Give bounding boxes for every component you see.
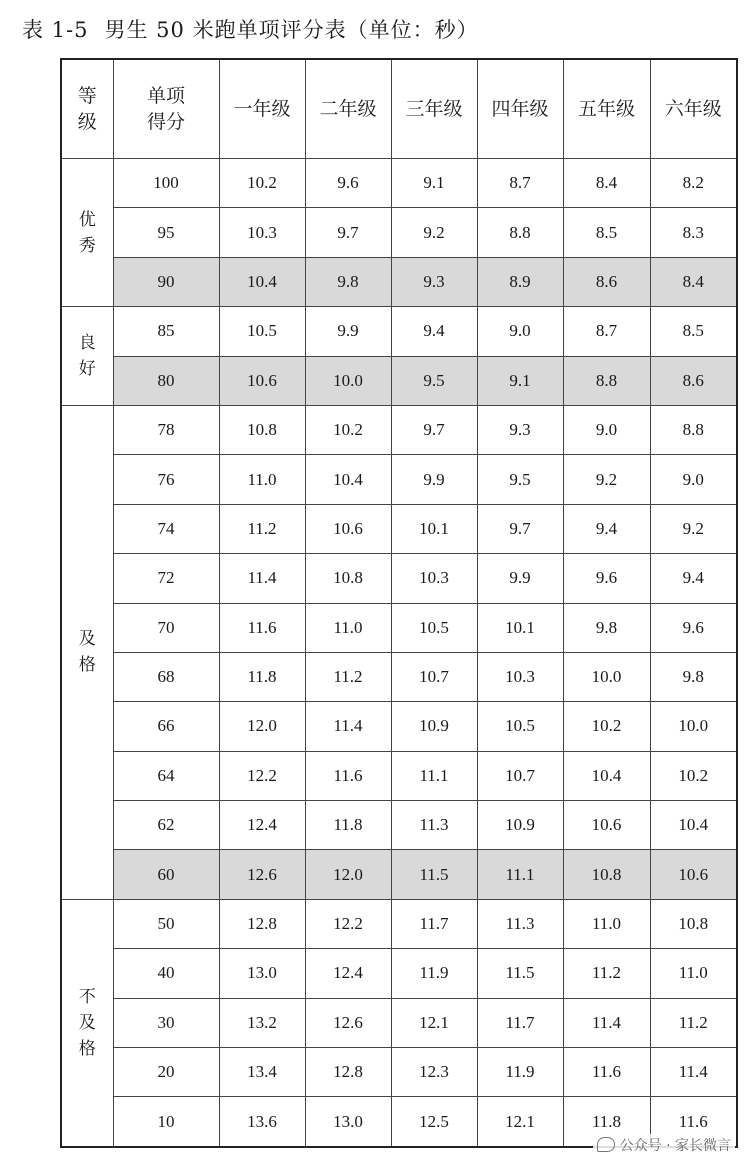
time-cell: 11.5 (477, 949, 563, 998)
time-cell: 13.4 (219, 1048, 305, 1097)
time-cell: 11.6 (650, 1097, 737, 1147)
time-cell: 11.8 (219, 652, 305, 701)
time-cell: 8.5 (563, 208, 650, 257)
time-cell: 10.6 (305, 504, 391, 553)
time-cell: 8.6 (563, 257, 650, 306)
time-cell: 8.9 (477, 257, 563, 306)
time-cell: 10.2 (563, 702, 650, 751)
table-row (61, 899, 737, 948)
grade-label: 及 格 (61, 405, 113, 899)
time-cell: 9.5 (391, 356, 477, 405)
table-row (61, 455, 737, 504)
time-cell: 11.8 (563, 1097, 650, 1147)
time-cell: 11.7 (391, 899, 477, 948)
time-cell: 8.8 (563, 356, 650, 405)
time-cell: 9.6 (650, 603, 737, 652)
time-cell: 11.6 (219, 603, 305, 652)
table-row (61, 801, 737, 850)
time-cell: 8.8 (477, 208, 563, 257)
time-cell: 10.9 (391, 702, 477, 751)
time-cell: 11.4 (219, 554, 305, 603)
time-cell: 10.0 (305, 356, 391, 405)
time-cell: 9.2 (650, 504, 737, 553)
time-cell: 10.6 (563, 801, 650, 850)
time-cell: 12.8 (219, 899, 305, 948)
time-cell: 11.3 (477, 899, 563, 948)
score-table (60, 58, 738, 1148)
time-cell: 11.0 (219, 455, 305, 504)
time-cell: 9.1 (391, 159, 477, 208)
time-cell: 10.6 (650, 850, 737, 899)
time-cell: 10.5 (391, 603, 477, 652)
score-cell: 64 (113, 751, 219, 800)
time-cell: 10.0 (650, 702, 737, 751)
table-row (61, 208, 737, 257)
time-cell: 9.6 (305, 159, 391, 208)
score-cell: 50 (113, 899, 219, 948)
time-cell: 11.2 (563, 949, 650, 998)
time-cell: 9.4 (391, 307, 477, 356)
time-cell: 10.4 (650, 801, 737, 850)
time-cell: 9.9 (305, 307, 391, 356)
time-cell: 9.3 (391, 257, 477, 306)
score-cell: 90 (113, 257, 219, 306)
time-cell: 9.8 (305, 257, 391, 306)
time-cell: 10.8 (650, 899, 737, 948)
time-cell: 11.1 (391, 751, 477, 800)
time-cell: 12.8 (305, 1048, 391, 1097)
time-cell: 9.9 (477, 554, 563, 603)
time-cell: 11.0 (650, 949, 737, 998)
table-row (61, 504, 737, 553)
table-row (61, 554, 737, 603)
time-cell: 9.2 (391, 208, 477, 257)
time-cell: 11.6 (563, 1048, 650, 1097)
time-cell: 9.8 (650, 652, 737, 701)
table-row (61, 751, 737, 800)
score-cell: 40 (113, 949, 219, 998)
table-row (61, 356, 737, 405)
time-cell: 11.3 (391, 801, 477, 850)
score-cell: 72 (113, 554, 219, 603)
header-row (61, 59, 737, 159)
time-cell: 10.5 (219, 307, 305, 356)
time-cell: 9.1 (477, 356, 563, 405)
header-grade-5: 五年级 (563, 59, 650, 159)
time-cell: 13.0 (219, 949, 305, 998)
chat-bubble-icon (597, 1137, 615, 1152)
table-row (61, 603, 737, 652)
time-cell: 11.8 (305, 801, 391, 850)
time-cell: 8.7 (477, 159, 563, 208)
time-cell: 11.0 (305, 603, 391, 652)
time-cell: 12.2 (219, 751, 305, 800)
watermark (593, 1134, 735, 1156)
table-row (61, 702, 737, 751)
score-cell: 66 (113, 702, 219, 751)
time-cell: 12.5 (391, 1097, 477, 1147)
time-cell: 12.6 (219, 850, 305, 899)
score-cell: 100 (113, 159, 219, 208)
score-cell: 78 (113, 405, 219, 454)
time-cell: 13.2 (219, 998, 305, 1047)
header-grade-6: 六年级 (650, 59, 737, 159)
header-grade: 等 级 (61, 59, 113, 159)
grade-label: 优 秀 (61, 159, 113, 307)
header-score: 单项 得分 (113, 59, 219, 159)
time-cell: 9.7 (305, 208, 391, 257)
header-grade-1: 一年级 (219, 59, 305, 159)
time-cell: 9.5 (477, 455, 563, 504)
time-cell: 9.0 (477, 307, 563, 356)
time-cell: 11.4 (650, 1048, 737, 1097)
score-cell: 10 (113, 1097, 219, 1147)
time-cell: 12.1 (391, 998, 477, 1047)
header-grade-4: 四年级 (477, 59, 563, 159)
table-row (61, 652, 737, 701)
time-cell: 8.4 (650, 257, 737, 306)
table-row (61, 307, 737, 356)
time-cell: 10.8 (563, 850, 650, 899)
time-cell: 13.6 (219, 1097, 305, 1147)
table-row (61, 949, 737, 998)
time-cell: 11.9 (477, 1048, 563, 1097)
time-cell: 8.5 (650, 307, 737, 356)
time-cell: 11.0 (563, 899, 650, 948)
time-cell: 10.7 (391, 652, 477, 701)
time-cell: 12.0 (305, 850, 391, 899)
score-cell: 74 (113, 504, 219, 553)
table-caption (22, 14, 479, 44)
table-row (61, 405, 737, 454)
header-grade-3: 三年级 (391, 59, 477, 159)
time-cell: 10.3 (477, 652, 563, 701)
time-cell: 10.1 (477, 603, 563, 652)
score-cell: 85 (113, 307, 219, 356)
time-cell: 9.4 (650, 554, 737, 603)
score-cell: 60 (113, 850, 219, 899)
time-cell: 9.6 (563, 554, 650, 603)
time-cell: 10.4 (219, 257, 305, 306)
time-cell: 12.6 (305, 998, 391, 1047)
time-cell: 11.6 (305, 751, 391, 800)
time-cell: 10.8 (305, 554, 391, 603)
time-cell: 9.3 (477, 405, 563, 454)
time-cell: 10.3 (219, 208, 305, 257)
time-cell: 10.8 (219, 405, 305, 454)
time-cell: 8.4 (563, 159, 650, 208)
time-cell: 11.7 (477, 998, 563, 1047)
time-cell: 10.1 (391, 504, 477, 553)
watermark-text: 公众号 · 家长微言 (619, 1138, 731, 1154)
score-cell: 95 (113, 208, 219, 257)
table-row (61, 850, 737, 899)
time-cell: 9.8 (563, 603, 650, 652)
grade-label: 良 好 (61, 307, 113, 406)
time-cell: 12.4 (305, 949, 391, 998)
time-cell: 9.7 (477, 504, 563, 553)
table-row (61, 159, 737, 208)
time-cell: 10.4 (563, 751, 650, 800)
time-cell: 10.6 (219, 356, 305, 405)
time-cell: 9.9 (391, 455, 477, 504)
time-cell: 12.3 (391, 1048, 477, 1097)
time-cell: 10.2 (219, 159, 305, 208)
table-row (61, 998, 737, 1047)
table-body (61, 159, 737, 1147)
time-cell: 8.6 (650, 356, 737, 405)
score-cell: 20 (113, 1048, 219, 1097)
time-cell: 11.2 (305, 652, 391, 701)
score-cell: 70 (113, 603, 219, 652)
score-cell: 76 (113, 455, 219, 504)
time-cell: 8.8 (650, 405, 737, 454)
time-cell: 10.9 (477, 801, 563, 850)
time-cell: 12.0 (219, 702, 305, 751)
time-cell: 8.7 (563, 307, 650, 356)
time-cell: 13.0 (305, 1097, 391, 1147)
table-number: 表 1-5 (22, 18, 89, 42)
time-cell: 10.4 (305, 455, 391, 504)
table-row (61, 257, 737, 306)
time-cell: 8.3 (650, 208, 737, 257)
header-grade-2: 二年级 (305, 59, 391, 159)
score-cell: 30 (113, 998, 219, 1047)
table-row (61, 1048, 737, 1097)
score-cell: 68 (113, 652, 219, 701)
grade-label: 不 及 格 (61, 899, 113, 1146)
time-cell: 11.4 (563, 998, 650, 1047)
time-cell: 9.0 (563, 405, 650, 454)
time-cell: 8.2 (650, 159, 737, 208)
time-cell: 11.5 (391, 850, 477, 899)
time-cell: 12.2 (305, 899, 391, 948)
time-cell: 10.2 (305, 405, 391, 454)
time-cell: 11.4 (305, 702, 391, 751)
time-cell: 10.0 (563, 652, 650, 701)
time-cell: 11.1 (477, 850, 563, 899)
time-cell: 11.2 (219, 504, 305, 553)
time-cell: 10.7 (477, 751, 563, 800)
table-title: 男生 50 米跑单项评分表（单位：秒） (104, 18, 479, 42)
time-cell: 9.4 (563, 504, 650, 553)
time-cell: 10.2 (650, 751, 737, 800)
time-cell: 9.7 (391, 405, 477, 454)
time-cell: 10.3 (391, 554, 477, 603)
time-cell: 11.9 (391, 949, 477, 998)
time-cell: 12.4 (219, 801, 305, 850)
time-cell: 10.5 (477, 702, 563, 751)
time-cell: 12.1 (477, 1097, 563, 1147)
time-cell: 9.0 (650, 455, 737, 504)
time-cell: 9.2 (563, 455, 650, 504)
time-cell: 11.2 (650, 998, 737, 1047)
score-cell: 62 (113, 801, 219, 850)
score-cell: 80 (113, 356, 219, 405)
